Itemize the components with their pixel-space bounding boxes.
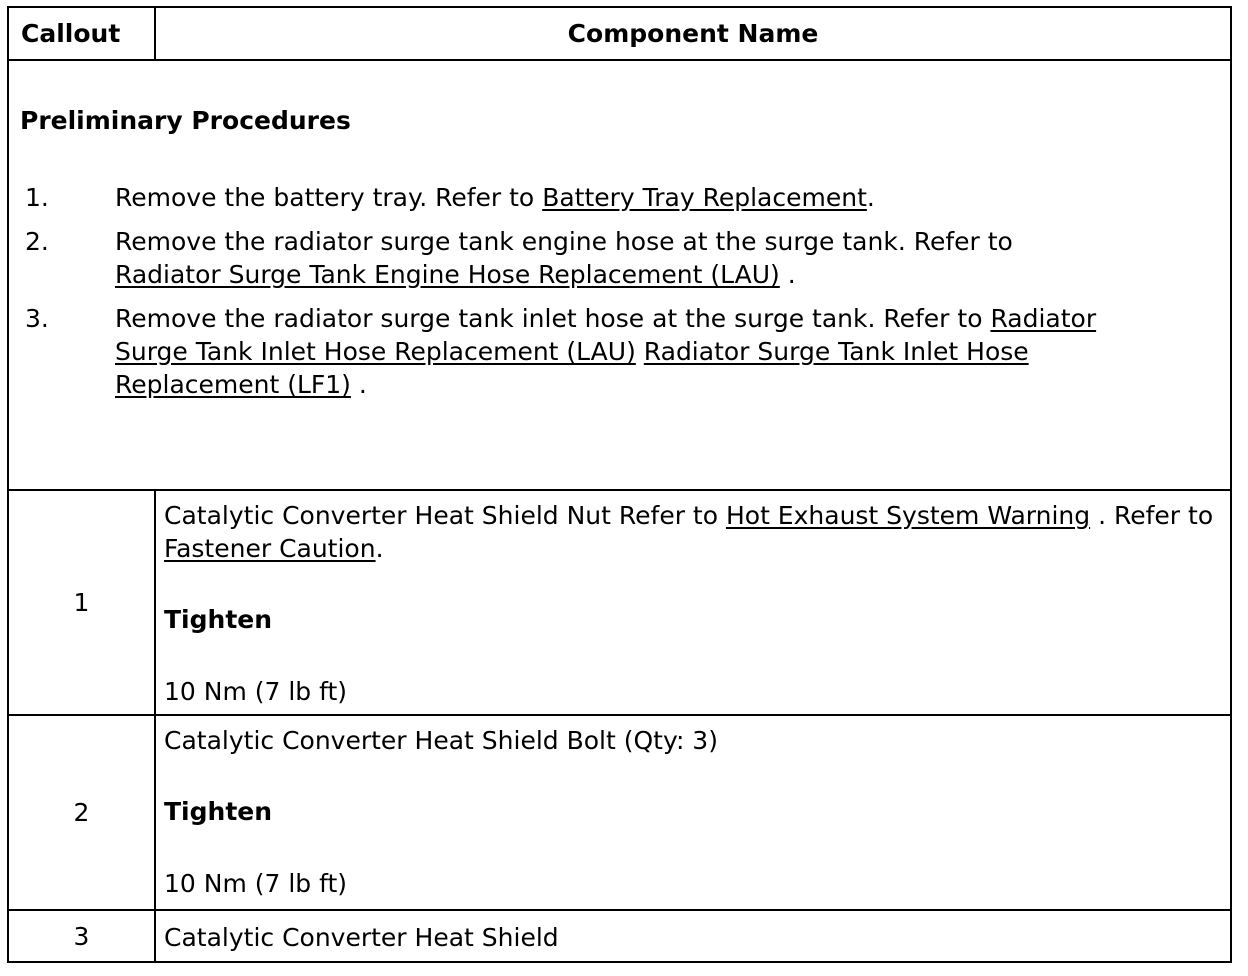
- component-name-column-header: Component Name: [155, 7, 1231, 60]
- component-text: [164, 499, 1230, 565]
- surge-tank-inlet-hose-lau-link[interactable]: Radiator Surge Tank Inlet Hose Replacement (LAU): [115, 304, 1097, 366]
- step-text-end: .: [350, 370, 367, 399]
- step-number: 1.: [25, 183, 49, 212]
- preliminary-procedures-row: [8, 60, 1231, 490]
- step-number: 2.: [25, 227, 49, 256]
- list-item: [9, 225, 1115, 291]
- surge-tank-inlet-hose-lf1-link[interactable]: Radiator Surge Tank Inlet Hose Replacement (LF1): [115, 337, 1029, 399]
- table-row: [8, 490, 1231, 715]
- step-text-end: .: [779, 260, 796, 289]
- tighten-label: Tighten: [164, 797, 273, 826]
- callout-column-header: Callout: [8, 7, 155, 60]
- table-header-row: [8, 7, 1231, 60]
- table-row: [8, 715, 1231, 910]
- list-item: [9, 181, 1115, 214]
- component-text-mid: . Refer to: [1090, 501, 1214, 530]
- torque-value: 10 Nm (7 lb ft): [164, 869, 348, 898]
- step-text: Remove the radiator surge tank engine hose at the surge tank. Refer to: [115, 227, 1013, 256]
- surge-tank-engine-hose-link[interactable]: Radiator Surge Tank Engine Hose Replacement (LAU): [115, 260, 780, 289]
- callout-number: 1: [8, 490, 155, 715]
- battery-tray-replacement-link[interactable]: Battery Tray Replacement: [542, 183, 867, 212]
- preliminary-procedures-title: Preliminary Procedures: [20, 106, 351, 135]
- fastener-caution-link[interactable]: Fastener Caution: [164, 534, 376, 563]
- callout-number: 2: [8, 715, 155, 910]
- components-table: [7, 6, 1232, 963]
- component-description: [155, 910, 1231, 962]
- component-description: [155, 490, 1231, 715]
- tighten-label: Tighten: [164, 605, 273, 634]
- preliminary-procedures-cell: [8, 60, 1231, 490]
- list-item: [9, 302, 1115, 401]
- component-name: Catalytic Converter Heat Shield: [164, 923, 559, 952]
- component-name: Catalytic Converter Heat Shield Nut Refer to: [164, 501, 726, 530]
- component-name: Catalytic Converter Heat Shield Bolt (Qty: 3): [164, 726, 718, 755]
- preliminary-steps-list: [9, 181, 1230, 401]
- component-text-end: .: [375, 534, 384, 563]
- step-number: 3.: [25, 304, 49, 333]
- table-row: [8, 910, 1231, 962]
- step-text: Remove the battery tray. Refer to: [115, 183, 543, 212]
- step-text-end: .: [866, 183, 875, 212]
- hot-exhaust-warning-link[interactable]: Hot Exhaust System Warning: [725, 501, 1091, 530]
- callout-number: 3: [8, 910, 155, 962]
- component-description: [155, 715, 1231, 910]
- step-text: Remove the radiator surge tank inlet hose at the surge tank. Refer to: [115, 304, 991, 333]
- torque-value: 10 Nm (7 lb ft): [164, 677, 348, 706]
